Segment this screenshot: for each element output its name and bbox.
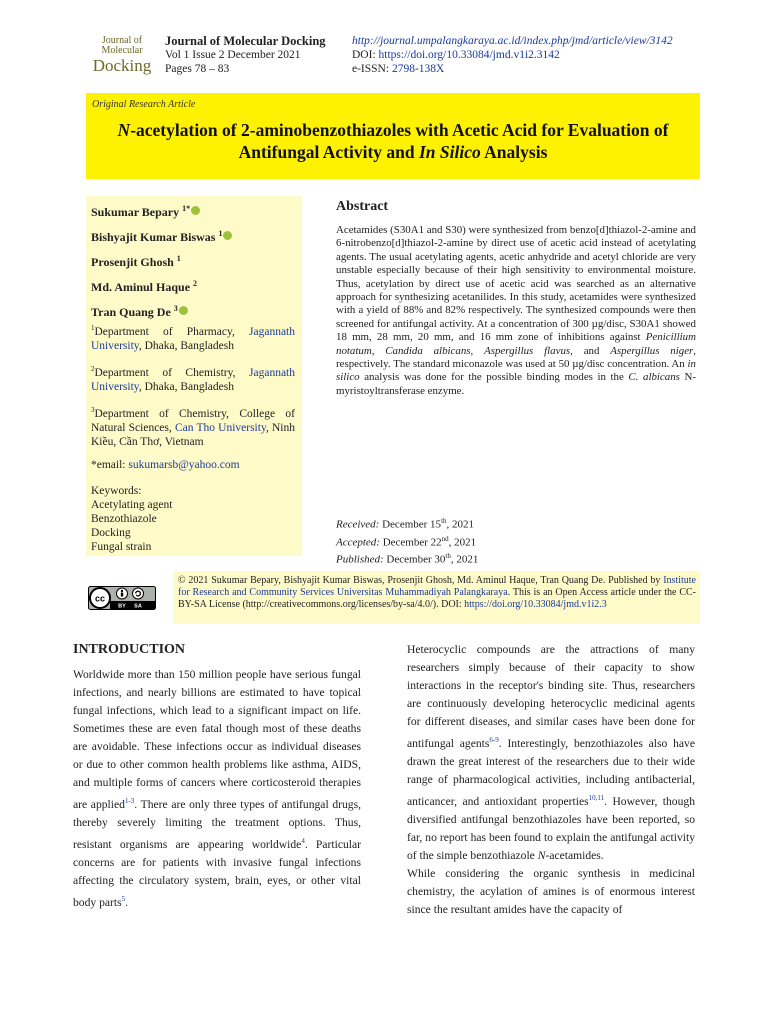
article-dates (336, 514, 478, 567)
affiliation-link[interactable]: Can Tho University (174, 421, 266, 434)
keyword-item: Docking (91, 527, 131, 539)
author-item: Md. Aminul Haque $^2$ (91, 279, 198, 294)
cc-label: cc (94, 593, 106, 604)
keyword-item: Fungal strain (91, 541, 152, 553)
body-column-right (407, 641, 695, 919)
orcid-icon[interactable] (179, 306, 188, 315)
citation[interactable]: 4 (301, 836, 305, 845)
citation[interactable]: 1-3 (124, 797, 135, 805)
affiliation-3: $^3$Department of Chemistry, College of Natural Sciences, Can Tho University, Ninh Kiều, Cần Thơ, Vietnam (91, 406, 296, 448)
journal-links: http://journal.umpalangkaraya.ac.id/index.php/jmd/article/view/3142 DOI: https://doi.org/10.33084/jmd.v1i2.3142 e-ISSN: 2798-138X (352, 35, 673, 75)
published-date: Published: December 30th, 2021 (336, 552, 479, 566)
journal-volume: Vol 1 Issue 2 December 2021 (165, 49, 301, 61)
corresponding-email: *email: sukumarsb@yahoo.com (91, 459, 240, 471)
orcid-icon[interactable] (191, 206, 200, 215)
orcid-icon[interactable] (223, 231, 232, 240)
affiliation-1: $^1$Department of Pharmacy, Jagannath University, Dhaka, Bangladesh (91, 324, 295, 352)
article-title: N-acetylation of 2-aminobenzothiazoles with Acetic Acid for Evaluation of Antifungal Activity and In Silico Analysis (117, 120, 669, 162)
author-item: Tran Quang De $^3$ (91, 298, 232, 323)
cc-by-sa-icon[interactable] (88, 586, 156, 610)
introduction-heading: INTRODUCTION (73, 642, 186, 657)
license-text: © 2021 Sukumar Bepary, Bishyajit Kumar Biswas, Prosenjit Ghosh, Md. Aminul Haque, Tran Quang De. Published by Institute for Research and Community Services Universitas Muhammadiyah Palangkaraya. This is an Open Access article under the CC-BY-SA License (http://creativecommons.org/licenses/by-sa/4.0/). DOI: https://doi.org/10.33084/jmd.v1i2.3 (178, 575, 696, 611)
citation[interactable]: 5 (121, 894, 126, 903)
body-column-left: Worldwide more than 150 million people have serious fungal infections, and nearly billions are estimated to have topical fungal infections, which lead to a significant impact on life. Sometimes these are even fatal though most of these deaths are avoidable. These infections occur as individual diseases or due to other common health problems like asthma, AIDS, and multiple forms of cancers where corticosteroid therapies are applied$^{1-3}$. There are only three types of antifungal drugs, thereby severely limiting the treatment options. Thus, resistant organisms are appearing worldwide$^4$. Particular concerns are for patients with invasive fungal infections affecting the circulatory system, brain, eyes, or other vital body parts$^5$. (73, 668, 361, 909)
license-doi-link[interactable]: https://doi.org/10.33084/jmd.v1i2.3 (464, 599, 607, 611)
article-url[interactable]: http://journal.umpalangkaraya.ac.id/index.php/jmd/article/view/3142 (352, 35, 673, 47)
eissn-link[interactable]: 2798-138X (391, 63, 445, 75)
citation[interactable]: 10,11 (588, 793, 605, 802)
paragraph: Heterocyclic compounds are the attractions of many researchers simply because of their capacity to show interactions in the receptor's binding site. Thus, researchers are continuously developing heterocyclic medicinal agents for different diseases, and similar cases have been done for antifungal agents$^{6-9}$. Interestingly, benzothiazoles also have drawn the great interest of the researchers due to their wide range of pharmacological activities, including antibacterial, anticancer, and antioxidant properties$^{10,11}$. However, though diversified antifungal benzothiazoles have been reported, so far, no report has been found to explain the antifungal activity of the simple benzothiazole N-acetamides. (407, 643, 696, 862)
author-item: Sukumar Bepary $^{1*}$ (91, 198, 232, 223)
journal-info (165, 34, 326, 76)
journal-title: Journal of Molecular Docking (165, 34, 326, 48)
keyword-item: Benzothiazole (91, 513, 157, 525)
abstract-text: Acetamides (S30A1 and S30) were synthesized from benzo[d]thiazol-2-amine and 6-nitrobenzo[d]thiazol-2-amine by direct use of acetic acid instead of acetylating agents. The usual acetylating agents, acetic anhydride and acetyl chloride are very unstable especially because of their high sensitivity to environmental moisture. Thus, acetylation by direct use of acetic acid was searched as an alternative approach for synthesizing acetanilides. In this study, acetamides were synthesized with a yield of 88% and 82% respectively. The synthesized compounds were then screened for antifungal activity. At a concentration of 300 µg/disc, S30A1 showed 18 mm, 28 mm, 20 mm, and 16 mm zone of inhibitions against Penicillium notatum, Candida albicans, Aspergillus flavus, and Aspergillus niger, respectively. The standard miconazole was used at 50 µg/disc concentration. An in silico analysis was done for the possible binding modes in the C. albicans N-myristoyltransferase enzyme. (336, 224, 697, 397)
accepted-date: Accepted: December 22nd, 2021 (336, 534, 477, 549)
email-link[interactable]: sukumarsb@yahoo.com (128, 459, 240, 471)
citation[interactable]: 6-9 (489, 736, 499, 744)
journal-logo: Journal of Molecular Docking (92, 35, 152, 75)
journal-pages: Pages 78 – 83 (165, 63, 230, 75)
keywords: Keywords: Acetylating agent Benzothiazole Docking Fungal strain (91, 485, 173, 553)
keywords-label: Keywords (91, 485, 139, 497)
sa-label: SA (134, 603, 142, 610)
author-item: Prosenjit Ghosh $^1$ (91, 254, 181, 269)
article-type-label: Original Research Article (92, 99, 196, 110)
author-list (91, 198, 232, 323)
by-label: BY (118, 603, 126, 610)
affiliation-link[interactable]: Jagannath University (91, 366, 295, 393)
received-date: Received: December 15th, 2021 (336, 517, 475, 531)
affiliation-link[interactable]: Jagannath University (91, 325, 295, 352)
doi-link[interactable]: https://doi.org/10.33084/jmd.v1i2.3142 (378, 49, 560, 61)
publisher-link[interactable]: Institute for Research and Community Services Universitas Muhammadiyah Palangkaraya (178, 575, 696, 599)
keyword-item: Acetylating agent (91, 499, 173, 511)
author-item: Bishyajit Kumar Biswas $^1$ (91, 223, 232, 248)
paragraph: While considering the organic synthesis in medicinal chemistry, the acylation of amines is of enormous interest since the resultant amides have the capacity of (407, 866, 695, 916)
affiliation-2: $^2$Department of Chemistry, Jagannath University, Dhaka, Bangladesh (91, 365, 295, 393)
abstract-heading: Abstract (336, 199, 389, 214)
